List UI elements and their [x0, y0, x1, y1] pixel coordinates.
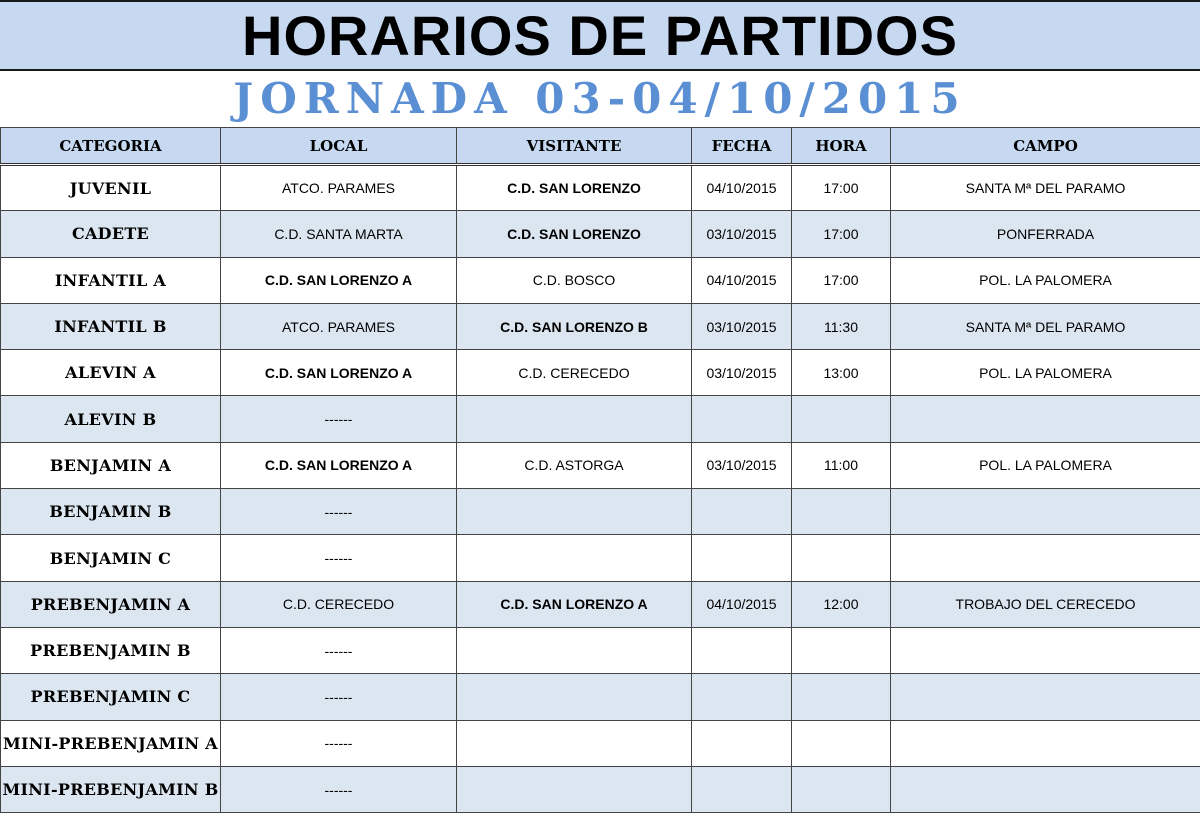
table-row	[1, 211, 1200, 257]
table-row	[1, 442, 1200, 488]
cell-local: ------	[221, 396, 457, 442]
header-fecha: FECHA	[692, 128, 792, 165]
cell-visitante	[457, 396, 692, 442]
page-subtitle: JORNADA 03-04/10/2015	[233, 74, 967, 123]
cell-hora	[792, 766, 891, 812]
cell-hora: 17:00	[792, 165, 891, 211]
table-row	[1, 165, 1200, 211]
cell-fecha	[692, 720, 792, 766]
cell-hora	[792, 535, 891, 581]
cell-campo: POL. LA PALOMERA	[891, 442, 1200, 488]
cell-local: ------	[221, 627, 457, 673]
cell-hora	[792, 489, 891, 535]
cell-campo: TROBAJO DEL CERECEDO	[891, 581, 1200, 627]
cell-local: C.D. SAN LORENZO A	[221, 257, 457, 303]
cell-local: ATCO. PARAMES	[221, 165, 457, 211]
cell-local: C.D. SANTA MARTA	[221, 211, 457, 257]
cell-categoria: CADETE	[1, 211, 221, 257]
cell-local: C.D. SAN LORENZO A	[221, 350, 457, 396]
cell-hora	[792, 627, 891, 673]
cell-visitante: C.D. BOSCO	[457, 257, 692, 303]
cell-categoria: MINI-PREBENJAMIN B	[1, 766, 221, 812]
title-banner	[0, 0, 1200, 71]
cell-local: ------	[221, 674, 457, 720]
cell-categoria: BENJAMIN B	[1, 489, 221, 535]
cell-visitante: C.D. SAN LORENZO	[457, 211, 692, 257]
cell-local: C.D. SAN LORENZO A	[221, 442, 457, 488]
cell-fecha	[692, 489, 792, 535]
cell-categoria: BENJAMIN C	[1, 535, 221, 581]
cell-local: ------	[221, 766, 457, 812]
cell-visitante	[457, 489, 692, 535]
cell-categoria: PREBENJAMIN A	[1, 581, 221, 627]
cell-categoria: INFANTIL B	[1, 303, 221, 349]
cell-fecha: 03/10/2015	[692, 350, 792, 396]
cell-categoria: INFANTIL A	[1, 257, 221, 303]
table-row	[1, 350, 1200, 396]
header-local: LOCAL	[221, 128, 457, 165]
table-body	[1, 165, 1200, 813]
cell-visitante: C.D. SAN LORENZO B	[457, 303, 692, 349]
cell-campo	[891, 674, 1200, 720]
table-row	[1, 627, 1200, 673]
table-row	[1, 303, 1200, 349]
cell-fecha: 03/10/2015	[692, 211, 792, 257]
table-row	[1, 720, 1200, 766]
cell-hora: 12:00	[792, 581, 891, 627]
cell-fecha	[692, 535, 792, 581]
table-row	[1, 581, 1200, 627]
table-header-row	[1, 128, 1200, 165]
cell-categoria: PREBENJAMIN C	[1, 674, 221, 720]
cell-fecha	[692, 766, 792, 812]
cell-campo: SANTA Mª DEL PARAMO	[891, 303, 1200, 349]
cell-fecha: 04/10/2015	[692, 257, 792, 303]
cell-local: ------	[221, 535, 457, 581]
cell-visitante: C.D. SAN LORENZO	[457, 165, 692, 211]
cell-campo	[891, 720, 1200, 766]
cell-local: ------	[221, 489, 457, 535]
header-categoria: CATEGORIA	[1, 128, 221, 165]
cell-campo	[891, 489, 1200, 535]
cell-fecha	[692, 396, 792, 442]
cell-campo: PONFERRADA	[891, 211, 1200, 257]
cell-fecha	[692, 627, 792, 673]
cell-fecha: 04/10/2015	[692, 581, 792, 627]
cell-categoria: BENJAMIN A	[1, 442, 221, 488]
cell-categoria: PREBENJAMIN B	[1, 627, 221, 673]
cell-hora	[792, 674, 891, 720]
cell-hora: 17:00	[792, 257, 891, 303]
cell-visitante: C.D. SAN LORENZO A	[457, 581, 692, 627]
cell-fecha: 03/10/2015	[692, 303, 792, 349]
cell-visitante: C.D. ASTORGA	[457, 442, 692, 488]
cell-hora	[792, 396, 891, 442]
table-row	[1, 489, 1200, 535]
cell-local: ATCO. PARAMES	[221, 303, 457, 349]
header-visitante: VISITANTE	[457, 128, 692, 165]
cell-local: ------	[221, 720, 457, 766]
cell-visitante: C.D. CERECEDO	[457, 350, 692, 396]
cell-local: C.D. CERECEDO	[221, 581, 457, 627]
header-hora: HORA	[792, 128, 891, 165]
table-row	[1, 257, 1200, 303]
cell-visitante	[457, 674, 692, 720]
cell-hora: 11:00	[792, 442, 891, 488]
cell-categoria: ALEVIN A	[1, 350, 221, 396]
cell-visitante	[457, 535, 692, 581]
cell-fecha: 03/10/2015	[692, 442, 792, 488]
cell-hora	[792, 720, 891, 766]
schedule-table	[0, 127, 1200, 813]
cell-hora: 11:30	[792, 303, 891, 349]
cell-campo: POL. LA PALOMERA	[891, 257, 1200, 303]
cell-campo: POL. LA PALOMERA	[891, 350, 1200, 396]
table-row	[1, 766, 1200, 812]
table-row	[1, 396, 1200, 442]
cell-hora: 17:00	[792, 211, 891, 257]
cell-campo: SANTA Mª DEL PARAMO	[891, 165, 1200, 211]
header-campo: CAMPO	[891, 128, 1200, 165]
cell-visitante	[457, 627, 692, 673]
cell-campo	[891, 766, 1200, 812]
cell-fecha: 04/10/2015	[692, 165, 792, 211]
table-row	[1, 535, 1200, 581]
subtitle-banner	[0, 71, 1200, 127]
cell-fecha	[692, 674, 792, 720]
cell-categoria: ALEVIN B	[1, 396, 221, 442]
cell-visitante	[457, 766, 692, 812]
page-title: HORARIOS DE PARTIDOS	[242, 3, 958, 67]
table-row	[1, 674, 1200, 720]
cell-hora: 13:00	[792, 350, 891, 396]
cell-campo	[891, 396, 1200, 442]
cell-categoria: MINI-PREBENJAMIN A	[1, 720, 221, 766]
cell-categoria: JUVENIL	[1, 165, 221, 211]
cell-visitante	[457, 720, 692, 766]
cell-campo	[891, 627, 1200, 673]
cell-campo	[891, 535, 1200, 581]
